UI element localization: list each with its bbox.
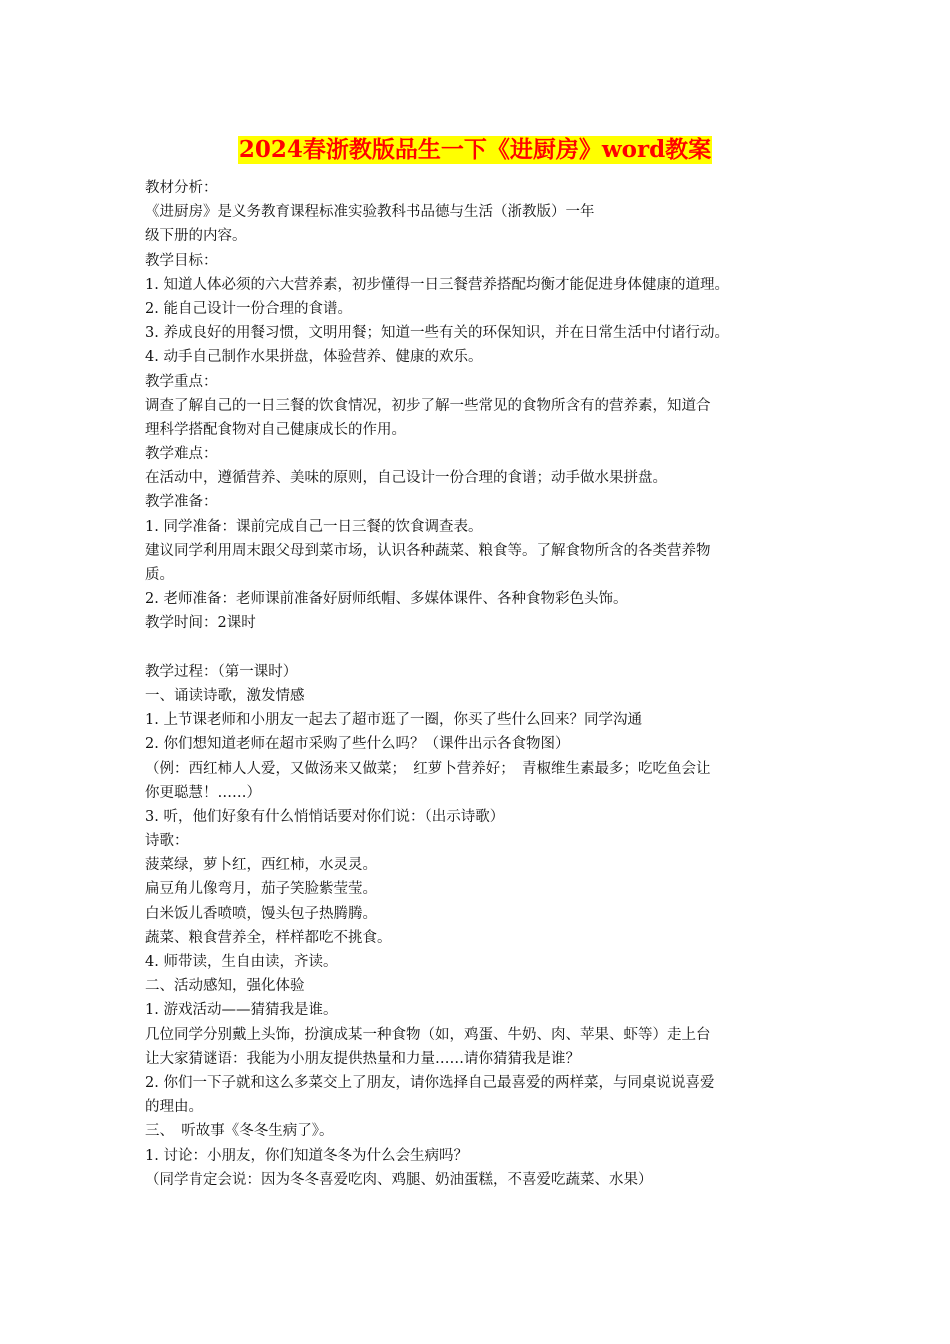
text-line: 《进厨房》是义务教育课程标准实验教科书品德与生活（浙教版）一年: [145, 204, 595, 221]
document-title: 2024春浙教版品生一下《进厨房》word教案: [238, 136, 712, 163]
text-line: 质。: [145, 567, 174, 583]
text-line: 1. 游戏活动——猜猜我是谁。: [145, 1002, 338, 1019]
text-line: （例：西红柿人人爱，又做汤来又做菜； 红萝卜营养好； 青椒维生素最多；吃吃鱼会让: [145, 760, 711, 777]
title-container: [0, 136, 950, 164]
text-line: 建议同学利用周末跟父母到菜市场，认识各种蔬菜、粮食等。了解食物所含的各类营养物: [145, 542, 711, 559]
text-line: 2. 你们想知道老师在超市采购了些什么吗？（课件出示各食物图）: [145, 736, 570, 753]
text-line: 1. 同学准备：课前完成自己一日三餐的饮食调查表。: [145, 518, 483, 535]
text-line: 让大家猜谜语：我能为小朋友提供热量和力量……请你猜猜我是谁？: [145, 1050, 580, 1067]
text-line: 1. 讨论：小朋友，你们知道冬冬为什么会生病吗？: [145, 1147, 468, 1164]
text-line: 4. 师带读，生自由读，齐读。: [145, 954, 338, 970]
text-line: 2. 你们一下子就和这么多菜交上了朋友，请你选择自己最喜爱的两样菜，与同桌说说喜爱: [145, 1074, 715, 1091]
text-line: 菠菜绿，萝卜红，西红柿，水灵灵。: [145, 857, 377, 874]
text-line: 1. 上节课老师和小朋友一起去了超市逛了一圈，你买了些什么回来？同学沟通: [145, 712, 642, 729]
text-line: 几位同学分别戴上头饰，扮演成某一种食物（如，鸡蛋、牛奶、肉、苹果、虾等）走上台: [145, 1026, 711, 1043]
text-line: 教学准备：: [145, 494, 218, 511]
text-line: 教学过程：（第一课时）: [145, 663, 298, 680]
text-line: 级下册的内容。: [145, 228, 247, 245]
text-line: 4. 动手自己制作水果拼盘，体验营养、健康的欢乐。: [145, 349, 483, 366]
text-line: 蔬菜、粮食营养全，样样都吃不挑食。: [145, 929, 392, 946]
text-line: 你更聪慧！……）: [145, 784, 261, 801]
text-line: 2. 能自己设计一份合理的食谱。: [145, 300, 352, 317]
text-line: 3. 养成良好的用餐习惯，文明用餐；知道一些有关的环保知识，并在日常生活中付诸行动。: [145, 325, 729, 342]
text-line: 教学重点：: [145, 373, 218, 390]
text-line: 扁豆角儿像弯月，茄子笑脸紫莹莹。: [145, 881, 377, 898]
text-line: 二、活动感知，强化体验: [145, 978, 305, 995]
text-line: 1. 知道人体必须的六大营养素，初步懂得一日三餐营养搭配均衡才能促进身体健康的道理。: [145, 276, 729, 293]
text-line: 教学难点：: [145, 446, 218, 463]
text-line: 白米饭儿香喷喷，馒头包子热腾腾。: [145, 905, 377, 922]
text-line: 三、 听故事《冬冬生病了》。: [145, 1123, 334, 1140]
text-line: 调查了解自己的一日三餐的饮食情况，初步了解一些常见的食物所含有的营养素，知道合: [145, 397, 711, 414]
text-line: 理科学搭配食物对自己健康成长的作用。: [145, 421, 406, 438]
text-line: 教材分析：: [145, 180, 218, 196]
text-line: （同学肯定会说：因为冬冬喜爱吃肉、鸡腿、奶油蛋糕，不喜爱吃蔬菜、水果）: [145, 1171, 653, 1188]
text-line: 教学时间：2课时: [145, 615, 256, 632]
text-line: 教学目标：: [145, 252, 218, 269]
text-line: 一、诵读诗歌，激发情感: [145, 687, 305, 704]
text-line: 2. 老师准备：老师课前准备好厨师纸帽、多媒体课件、各种食物彩色头饰。: [145, 591, 628, 608]
text-line: 诗歌：: [145, 833, 189, 850]
text-line: 3. 听，他们好象有什么悄悄话要对你们说：（出示诗歌）: [145, 808, 505, 825]
text-line: 的理由。: [145, 1099, 203, 1116]
document-body: [145, 176, 825, 1192]
blank-line: [145, 636, 825, 660]
text-line: 在活动中，遵循营养、美味的原则，自己设计一份合理的食谱；动手做水果拼盘。: [145, 470, 667, 487]
